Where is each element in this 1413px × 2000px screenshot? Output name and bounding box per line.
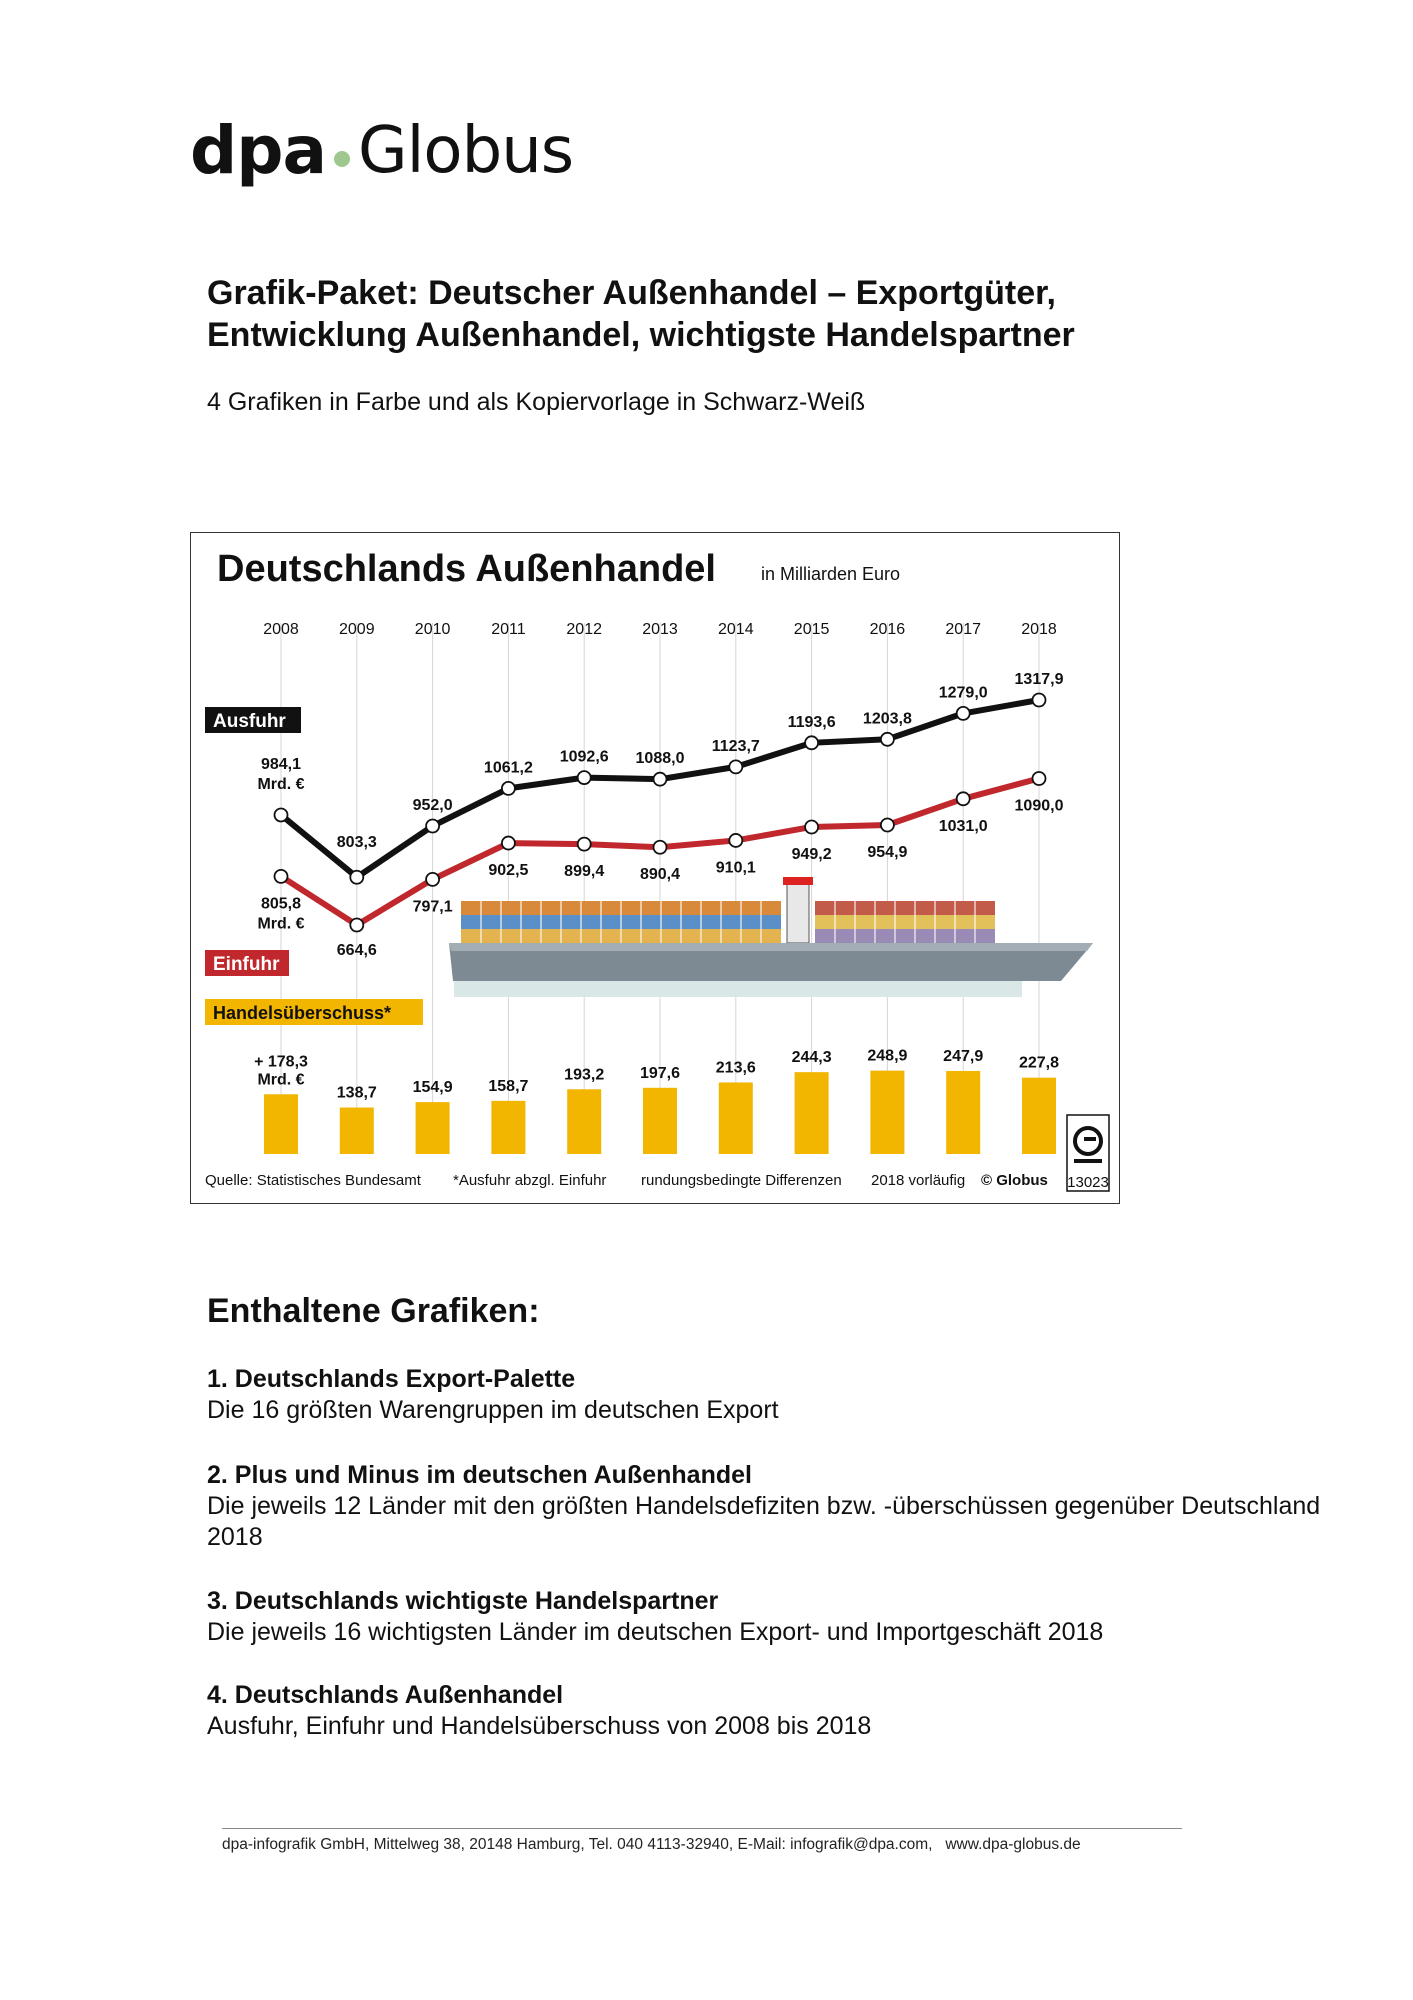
surplus-label: 248,9 [867, 1047, 908, 1065]
surplus-label: 154,9 [412, 1079, 453, 1097]
surplus-bar [643, 1088, 677, 1154]
legend-ausfuhr-label: Ausfuhr [213, 711, 286, 732]
surplus-label: 227,8 [1018, 1054, 1060, 1072]
document-title-line1: Grafik-Paket: Deutscher Außenhandel – Exportgüter, [207, 274, 1056, 312]
surplus-bars [254, 1048, 1059, 1154]
export-value-label: 1193,6 [787, 713, 836, 731]
import-value-label: 1031,0 [938, 817, 988, 835]
year-label: 2013 [642, 621, 678, 638]
legend-einfuhr-label: Einfuhr [213, 954, 280, 975]
import-value-label: 664,6 [336, 942, 377, 959]
logo-dot [334, 151, 350, 167]
import-point [729, 834, 742, 847]
import-value-label: 1090,0 [1014, 797, 1064, 815]
year-label: 2010 [414, 621, 451, 638]
chart-copyright: © Globus [981, 1172, 1048, 1189]
year-labels [263, 621, 1057, 638]
contents-item-desc: Ausfuhr, Einfuhr und Handelsüberschuss von 2008 bis 2018 [207, 1712, 872, 1740]
export-value-label: 1088,0 [635, 750, 685, 768]
surplus-label: 197,6 [639, 1064, 681, 1082]
import-value-label: 902,5 [488, 862, 529, 880]
surplus-bar [264, 1094, 298, 1154]
import-point [654, 841, 667, 854]
trade-chart-svg [191, 533, 1118, 1202]
contents-item-title: 1. Deutschlands Export-Palette [207, 1365, 576, 1393]
chart-provisional-note: 2018 vorläufig [871, 1172, 966, 1189]
import-point [502, 837, 515, 850]
globus-logo-box [1067, 1115, 1109, 1191]
surplus-bar [946, 1071, 980, 1154]
surplus-bar [719, 1082, 753, 1154]
contents-item-desc: Die 16 größten Warengruppen im deutschen Export [207, 1396, 779, 1424]
export-value-label: 1317,9 [1014, 671, 1064, 688]
contents-item [207, 1364, 1357, 1426]
ship-illustration [449, 877, 1093, 997]
import-value-label: 805,8 [260, 895, 302, 913]
export-value-label: 1123,7 [711, 737, 760, 755]
export-value-label: 1279,0 [938, 684, 988, 702]
legend-surplus-label: Handelsüberschuss* [213, 1003, 392, 1023]
import-point [275, 870, 288, 883]
year-label: 2014 [718, 621, 754, 638]
import-point [578, 838, 591, 851]
document-title [207, 272, 1307, 356]
chart-source: Quelle: Statistisches Bundesamt [205, 1172, 421, 1189]
year-label: 2012 [566, 621, 602, 638]
export-point [654, 773, 667, 786]
year-label: 2008 [263, 621, 299, 638]
year-label: 2018 [1021, 621, 1057, 638]
legend-einfuhr [205, 950, 289, 976]
chart-footnote: *Ausfuhr abzgl. Einfuhr [453, 1172, 607, 1189]
export-point [1033, 694, 1046, 707]
surplus-label: 213,6 [715, 1059, 756, 1077]
import-point [1033, 772, 1046, 785]
surplus-label: 244,3 [791, 1049, 832, 1067]
page-footer: dpa-infografik GmbH, Mittelweg 38, 20148 Hamburg, Tel. 040 4113-32940, E-Mail: infografik@dpa.com, www.dpa-globus.de [222, 1836, 1081, 1853]
import-value-label: 797,1 [412, 898, 453, 916]
import-point [350, 919, 363, 932]
surplus-bar [567, 1089, 601, 1154]
contents-item-title: 2. Plus und Minus im deutschen Außenhandel [207, 1461, 752, 1489]
surplus-unit-label: Mrd. € [257, 1071, 305, 1089]
export-value-label: 1092,6 [559, 748, 609, 766]
import-value-label: 910,1 [715, 859, 756, 877]
surplus-bar [416, 1102, 450, 1154]
surplus-bar [1022, 1078, 1056, 1154]
chart-title: Deutschlands Außenhandel [217, 548, 716, 590]
export-point [426, 820, 439, 833]
contents-heading: Enthaltene Grafiken: [207, 1292, 540, 1330]
export-point [502, 782, 515, 795]
export-value-label: 1203,8 [862, 710, 912, 728]
year-label: 2015 [793, 621, 830, 638]
chart-rounding-note: rundungsbedingte Differenzen [641, 1172, 842, 1189]
import-point [426, 873, 439, 886]
export-value-label: 1061,2 [483, 759, 533, 777]
import-value-label: 899,4 [564, 863, 605, 881]
export-unit-label: Mrd. € [257, 775, 305, 793]
import-point [957, 792, 970, 805]
contents-item [207, 1586, 1357, 1648]
export-point [578, 771, 591, 784]
chart-unit: in Milliarden Euro [761, 564, 901, 584]
import-value-label: 954,9 [867, 844, 908, 862]
year-label: 2017 [945, 621, 981, 638]
import-value-label: 890,4 [639, 866, 681, 884]
contents-item-desc: Die jeweils 12 Länder mit den größten Handelsdefiziten bzw. -überschüssen gegenüber Deutschland 2018 [207, 1492, 1321, 1551]
logo [190, 112, 573, 189]
export-point [275, 808, 288, 821]
legend-surplus [205, 999, 423, 1025]
contents-item-title: 4. Deutschlands Außenhandel [207, 1681, 564, 1709]
export-point [957, 707, 970, 720]
contents-item-desc: Die jeweils 16 wichtigsten Länder im deutschen Export- und Importgeschäft 2018 [207, 1618, 1104, 1646]
surplus-label: 158,7 [488, 1077, 529, 1095]
document-title-line2: Entwicklung Außenhandel, wichtigste Handelspartner [207, 316, 1075, 354]
surplus-label: 247,9 [943, 1047, 984, 1065]
year-label: 2011 [491, 621, 526, 638]
logo-dpa-text: dpa [190, 112, 327, 189]
year-label: 2009 [339, 621, 375, 638]
import-point [881, 819, 894, 832]
import-point [805, 820, 818, 833]
contents-item [207, 1460, 1357, 1553]
surplus-bar [795, 1072, 829, 1154]
surplus-bar [491, 1101, 525, 1154]
footer-divider [222, 1828, 1182, 1829]
export-point [881, 733, 894, 746]
export-value-label: 984,1 [260, 755, 302, 773]
trade-chart [190, 532, 1120, 1204]
export-point [805, 736, 818, 749]
surplus-label: 193,2 [564, 1066, 605, 1084]
document-subtitle: 4 Grafiken in Farbe und als Kopiervorlage in Schwarz-Weiß [207, 388, 866, 416]
surplus-label: 138,7 [336, 1084, 377, 1102]
surplus-bar [870, 1071, 904, 1154]
contents-item-title: 3. Deutschlands wichtigste Handelspartner [207, 1587, 719, 1615]
chart-id: 13023 [1067, 1174, 1109, 1191]
legend-ausfuhr [205, 707, 301, 733]
surplus-label: + 178,3 [254, 1053, 308, 1071]
year-label: 2016 [869, 621, 906, 638]
import-unit-label: Mrd. € [257, 915, 305, 933]
export-value-label: 803,3 [336, 834, 377, 852]
logo-globus-text: Globus [358, 113, 574, 188]
contents-item [207, 1680, 1357, 1742]
export-point [729, 760, 742, 773]
surplus-bar [340, 1108, 374, 1154]
export-point [350, 871, 363, 884]
import-value-label: 949,2 [791, 845, 832, 863]
export-value-label: 952,0 [412, 797, 453, 815]
